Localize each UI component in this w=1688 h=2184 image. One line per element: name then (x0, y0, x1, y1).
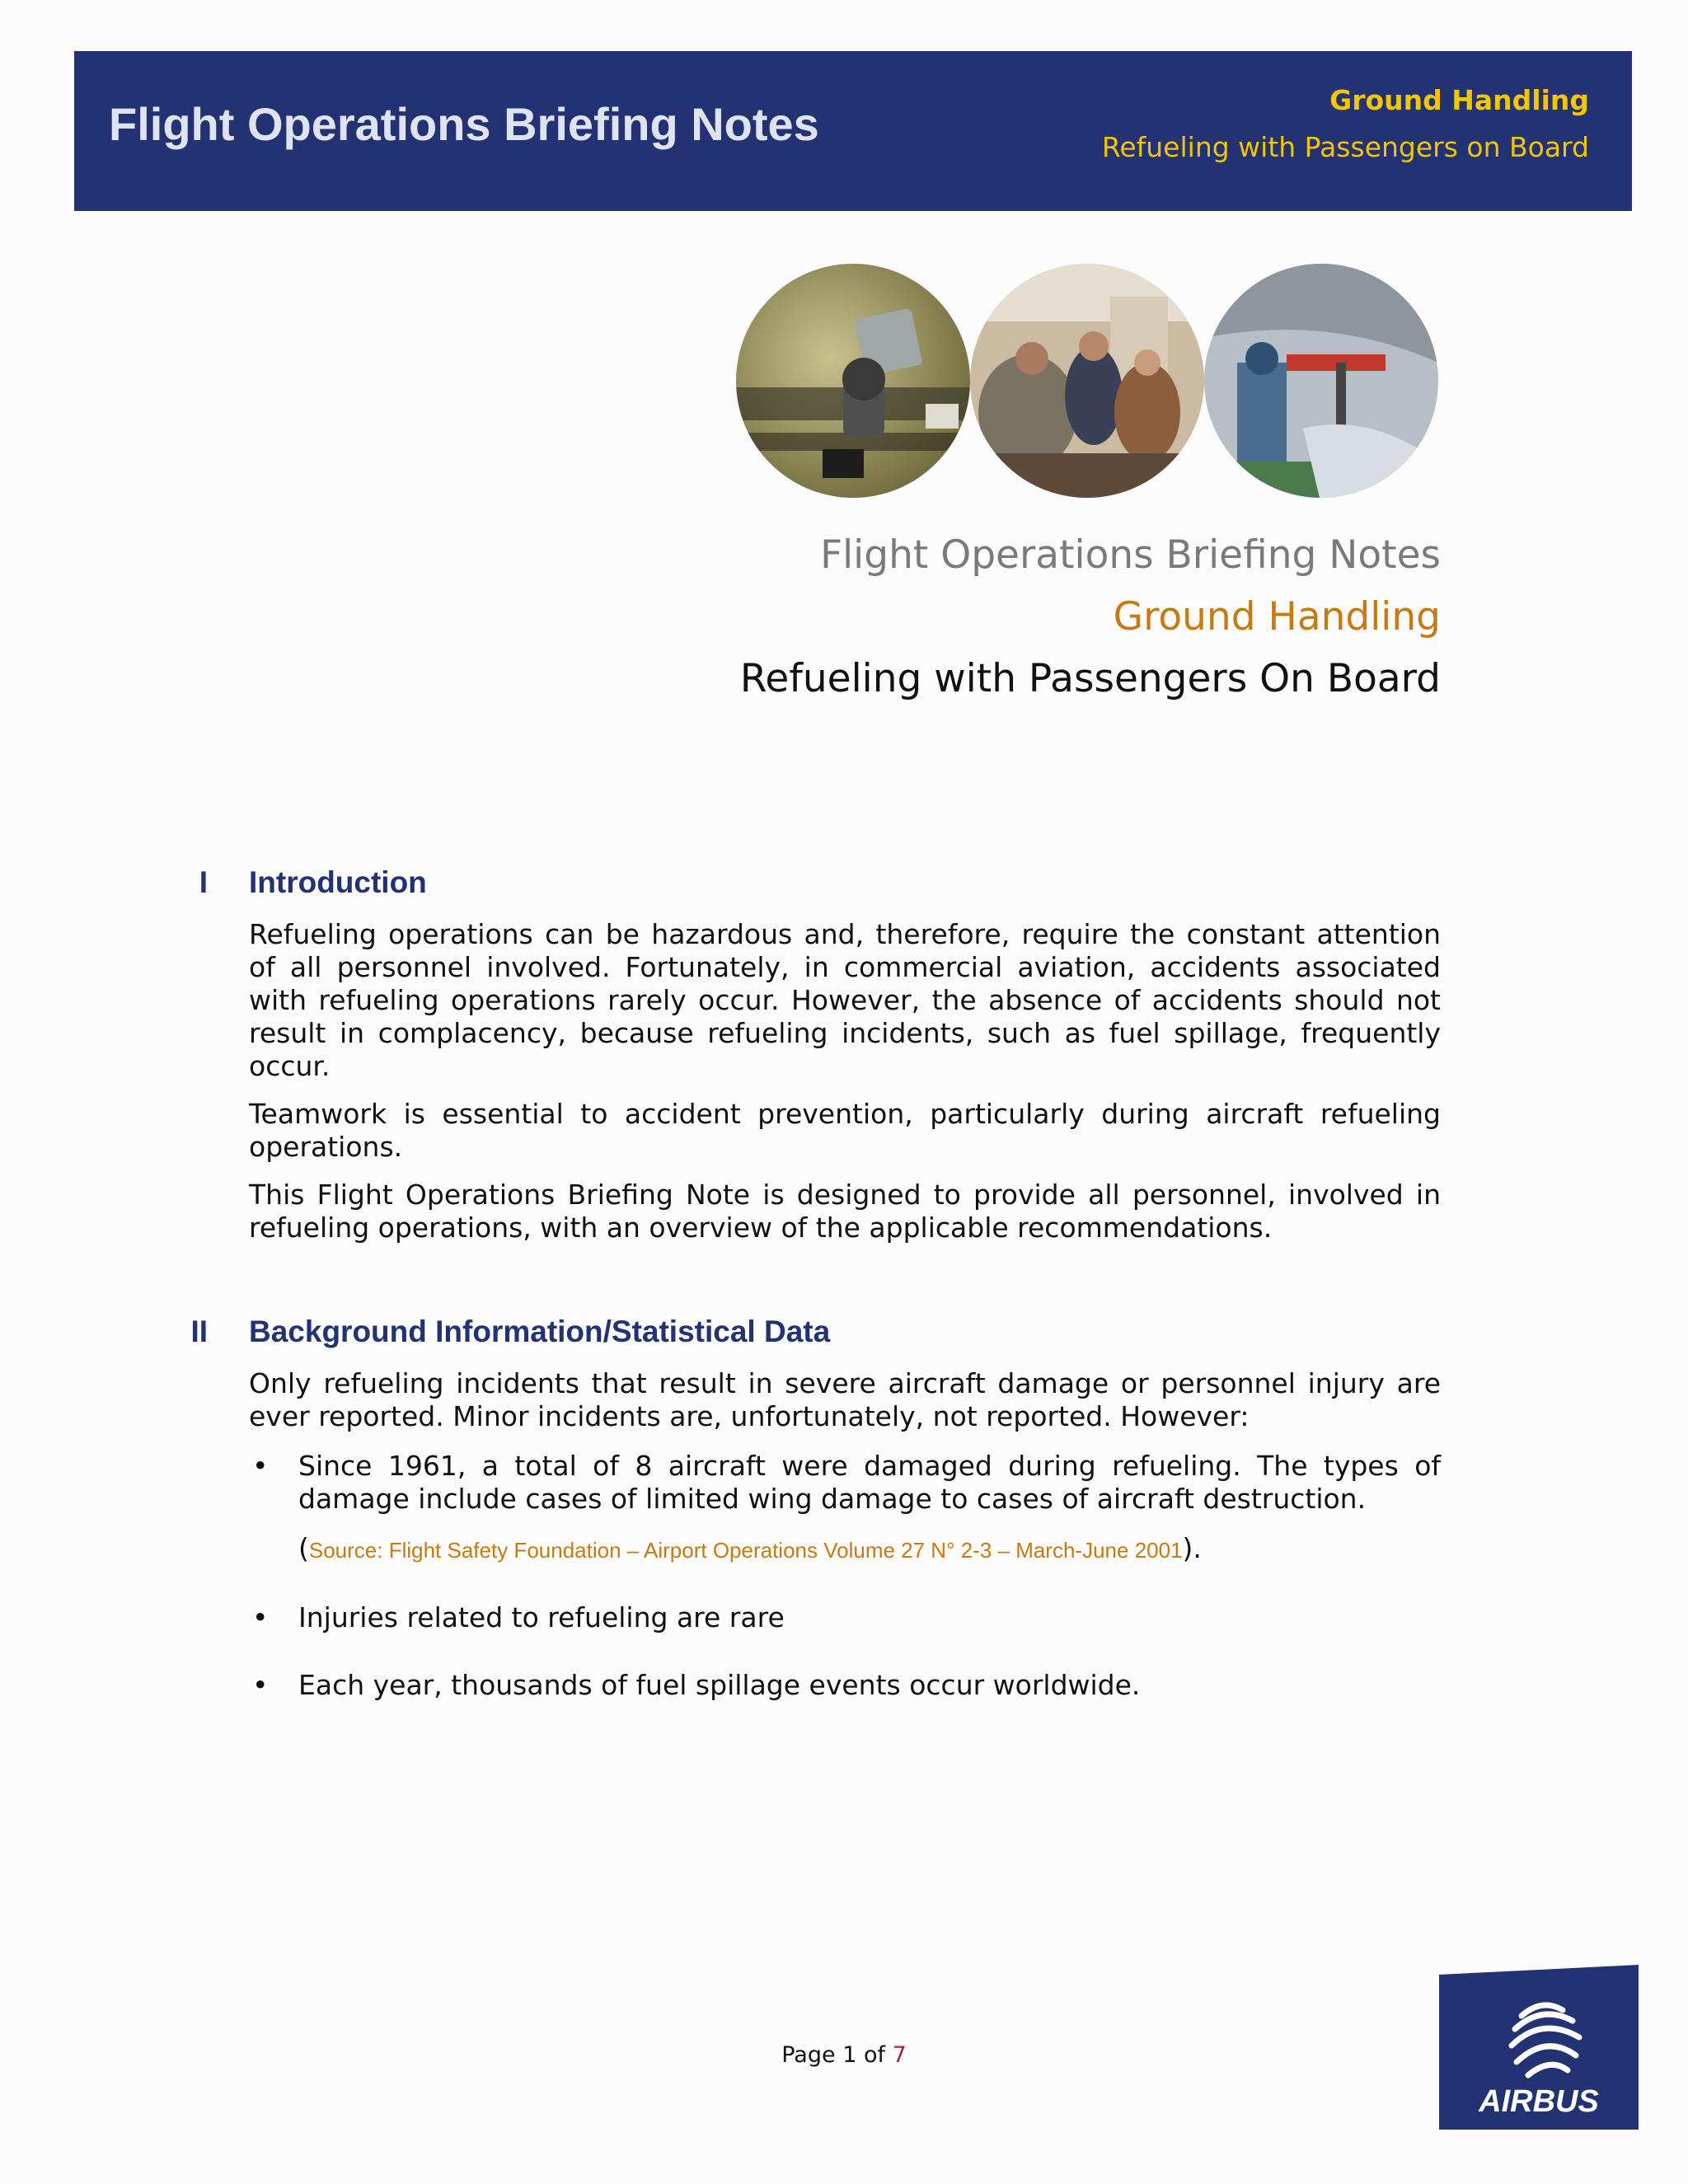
source-citation (298, 1532, 1441, 1567)
bullet-text: Since 1961, a total of 8 aircraft were damaged during refueling. The types of damage include cases of limited wing damage to cases of aircraft destruction. (298, 1450, 1441, 1515)
bullet-text: Injuries related to refueling are rare (298, 1601, 785, 1633)
header-title: Flight Operations Briefing Notes (109, 98, 819, 150)
document-category: Ground Handling (1113, 594, 1441, 640)
header-banner (74, 51, 1632, 211)
source-text: Source: Flight Safety Foundation – Airport Operations Volume 27 N° 2-3 – March-June 2001 (308, 1538, 1183, 1563)
list-item (249, 1669, 1441, 1702)
refueling-photo (1204, 264, 1438, 498)
section-title: Background Information/Statistical Data (249, 1315, 831, 1348)
section-number: I (199, 865, 208, 899)
list-item (249, 1601, 1441, 1634)
document-series: Flight Operations Briefing Notes (820, 532, 1441, 578)
paragraph: This Flight Operations Briefing Note is designed to provide all personnel, involved in refueling operations, with an overview of the applicable recommendations. (249, 1179, 1441, 1244)
cockpit-photo (736, 264, 970, 498)
page-current: 1 (842, 2042, 857, 2068)
header-right (1102, 84, 1589, 163)
airbus-logo (1439, 1965, 1639, 2130)
section-background (178, 1315, 1441, 1702)
section-number: II (190, 1315, 208, 1348)
page-total: 7 (892, 2042, 907, 2068)
bullet-icon: • (252, 1601, 269, 1633)
page-footer (0, 2042, 1688, 2068)
bullet-icon: • (252, 1669, 269, 1701)
list-item (249, 1450, 1441, 1567)
header-subtitle: Refueling with Passengers on Board (1101, 131, 1589, 163)
header-category: Ground Handling (1329, 84, 1589, 116)
of-label: of (863, 2042, 885, 2068)
paragraph: Teamwork is essential to accident prevention, particularly during aircraft refueling operations. (249, 1098, 1441, 1163)
section-introduction (178, 865, 1441, 1244)
source-close: ). (1182, 1532, 1202, 1564)
bullet-text: Each year, thousands of fuel spillage events occur worldwide. (298, 1669, 1141, 1701)
page-label: Page (781, 2042, 836, 2068)
paragraph: Only refueling incidents that result in severe aircraft damage or personnel injury are ever reported. Minor incidents are, unfortunately, not reported. However: (249, 1367, 1441, 1432)
bullet-list (249, 1450, 1441, 1702)
document-title: Refueling with Passengers On Board (739, 656, 1441, 701)
source-open: ( (298, 1532, 309, 1564)
svg-text:AIRBUS: AIRBUS (1479, 2084, 1599, 2119)
cabin-photo (970, 264, 1204, 498)
section-title: Introduction (249, 865, 427, 899)
photo-strip (736, 264, 1442, 501)
bullet-icon: • (252, 1450, 269, 1482)
title-block (740, 532, 1441, 701)
paragraph: Refueling operations can be hazardous and, therefore, require the constant attention of all personnel involved. Fortunately, in commercial aviation, accidents associated with refueling operations rarely occur. However, the absence of accidents should not result in complacency, because refueling incidents, such as fuel spillage, frequently occur. (249, 918, 1441, 1082)
